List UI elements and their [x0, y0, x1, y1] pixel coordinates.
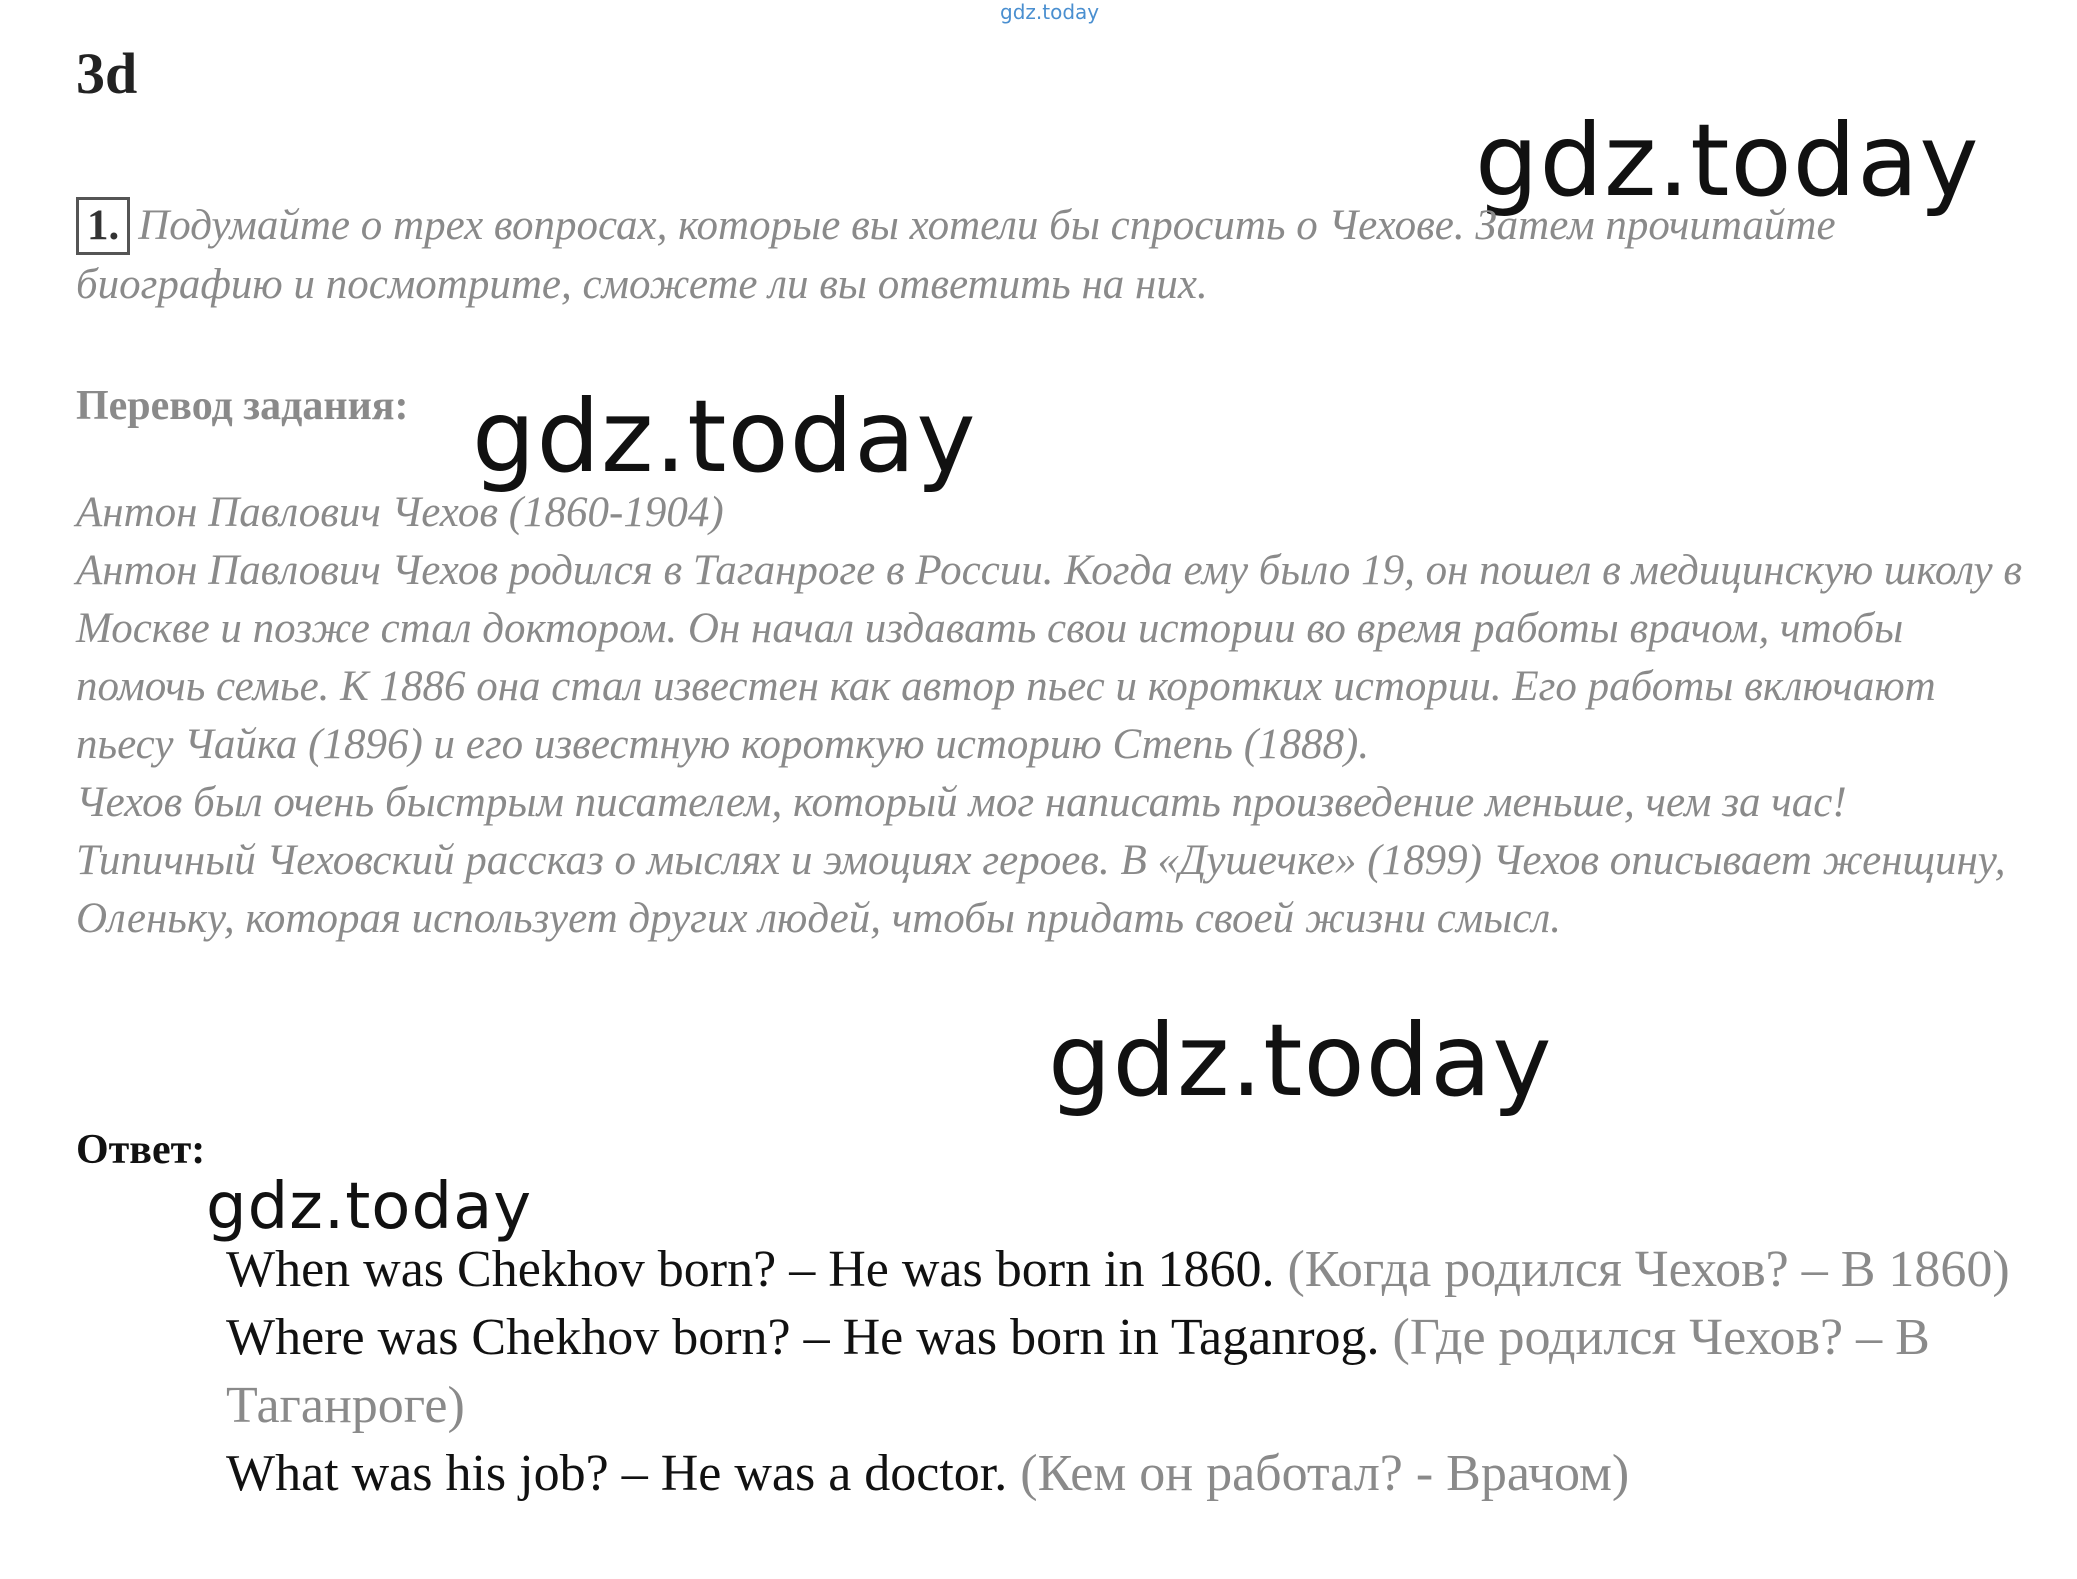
translation-paragraph: Антон Павлович Чехов родился в Таганроге в России. Когда ему было 19, он пошел в медицинскую школу в Москве и позже стал доктором. Он начал издавать свои истории во время работы врачом, чтобы помочь семье. К 1886 она стал известен как автор пьес и коротких истории. Его работы включают пьесу Чайка (1896) и его известную короткую историю Степь (1888). — [76, 547, 2022, 768]
answer-russian: (Кем он работал? - Врачом) — [1020, 1445, 1630, 1502]
answer-english: When was Chekhov born? – He was born in 1860. — [226, 1241, 1275, 1298]
answer-item — [226, 1304, 2026, 1440]
translation-block — [76, 484, 2036, 948]
answer-item — [226, 1236, 2026, 1304]
answer-list — [226, 1236, 2026, 1508]
section-title: 3d — [76, 41, 138, 106]
watermark: gdz.today — [1048, 1002, 1553, 1119]
answer-english: What was his job? – He was a doctor. — [226, 1445, 1008, 1502]
task-block — [76, 196, 2036, 314]
translation-title: Антон Павлович Чехов (1860-1904) — [76, 489, 724, 536]
answer-heading: Ответ: — [76, 1127, 206, 1173]
watermark: gdz.today — [1475, 102, 1980, 219]
watermark: gdz.today — [206, 1170, 533, 1244]
answer-russian: (Где родился Чехов? – В Таганроге) — [226, 1309, 1930, 1434]
task-number: 1. — [76, 197, 130, 255]
answer-russian: (Когда родился Чехов? – В 1860) — [1287, 1241, 2010, 1298]
translation-heading: Перевод задания: — [76, 383, 409, 429]
answer-english: Where was Chekhov born? – He was born in Taganrog. — [226, 1309, 1380, 1366]
top-watermark: gdz.today — [1000, 0, 1100, 24]
task-text: Подумайте о трех вопросах, которые вы хотели бы спросить о Чехове. Затем прочитайте биографию и посмотрите, сможете ли вы ответить на них. — [76, 202, 1836, 308]
translation-paragraph: Чехов был очень быстрым писателем, который мог написать произведение меньше, чем за час! Типичный Чеховский рассказ о мыслях и эмоциях героев. В «Душечке» (1899) Чехов описывает женщину, Оленьку, которая использует других людей, чтобы придать своей жизни смысл. — [76, 779, 2006, 942]
watermark: gdz.today — [472, 378, 977, 495]
answer-item — [226, 1440, 2026, 1508]
